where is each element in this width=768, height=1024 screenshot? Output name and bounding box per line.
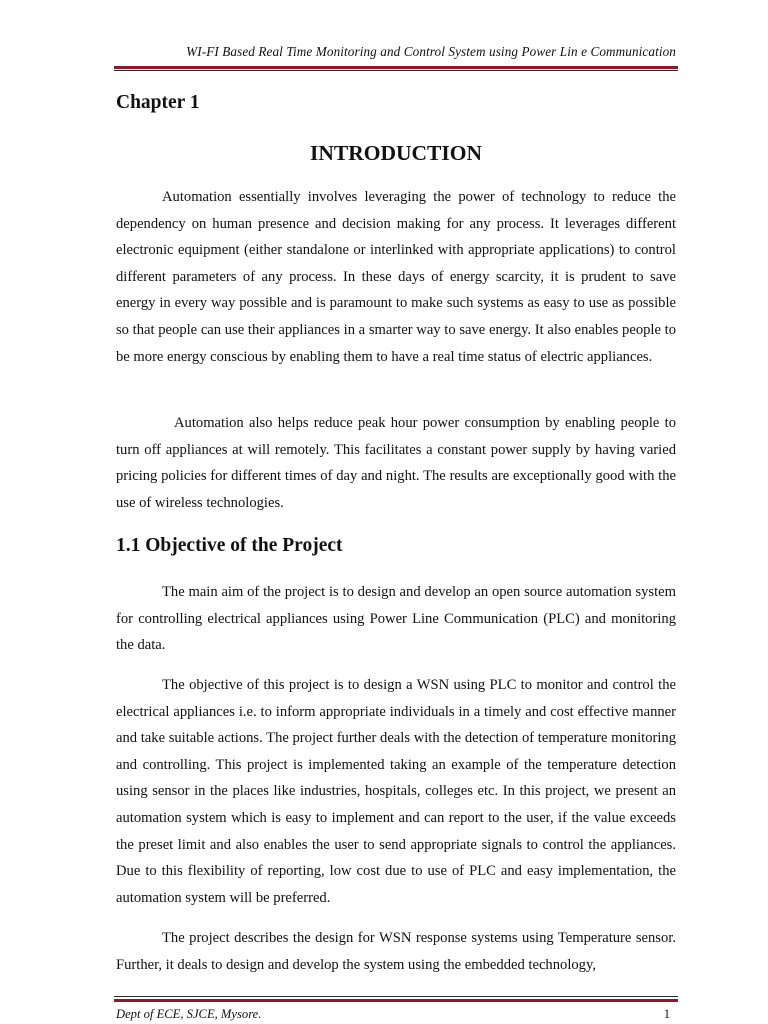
section-heading: 1.1 Objective of the Project	[116, 535, 343, 556]
body-paragraph: The objective of this project is to design a WSN using PLC to monitor and control the electrical appliances i.e. to inform appropriate individuals in a timely and cost effective manner and take suitable actions. The project further deals with the detection of temperature monitoring and controlling. This project is implemented taking an example of the temperature detection using sensor in the places like industries, hospitals, colleges etc. In this project, we present an automation system which is easy to implement and can report to the user, if the value exceeds the preset limit and also enables the user to send appropriate signals to control the appliances. Due to this flexibility of reporting, low cost due to use of PLC and easy implementation, the automation system will be preferred.	[116, 677, 676, 906]
footer-department: Dept of ECE, SJCE, Mysore.	[116, 1007, 262, 1021]
footer-rule-dark	[114, 996, 678, 997]
header-rule-accent	[114, 66, 678, 69]
chapter-label: Chapter 1	[116, 92, 200, 113]
body-paragraph: Automation essentially involves leveraging the power of technology to reduce the dependency on human presence and decision making for any process. It leverages different electronic equipment (either standalone or interlinked with appropriate applications) to control different parameters of any process. In these days of energy scarcity, it is prudent to save energy in every way possible and is paramount to make such systems as easy to use as possible so that people can use their appliances in a smarter way to save energy. It also enables people to be more energy conscious by enabling them to have a real time status of electric appliances.	[116, 189, 676, 365]
body-paragraph: The main aim of the project is to design and develop an open source automation system for controlling electrical appliances using Power Line Communication (PLC) and monitoring the data.	[116, 584, 676, 654]
footer-rule-accent	[114, 999, 678, 1002]
body-paragraph: Automation also helps reduce peak hour power consumption by enabling people to turn off appliances at will remotely. This facilitates a constant power supply by having varied pricing policies for different times of day and night. The results are exceptionally good with the use of wireless technologies.	[116, 415, 676, 511]
page-number: 1	[663, 1007, 670, 1021]
page-title: INTRODUCTION	[309, 141, 483, 165]
body-paragraph: The project describes the design for WSN response systems using Temperature sensor. Further, it deals to design and develop the system using the embedded technology,	[116, 930, 676, 973]
running-header: WI-FI Based Real Time Monitoring and Control System using Power Lin e Communication	[186, 44, 676, 59]
header-rule-dark	[114, 70, 678, 71]
